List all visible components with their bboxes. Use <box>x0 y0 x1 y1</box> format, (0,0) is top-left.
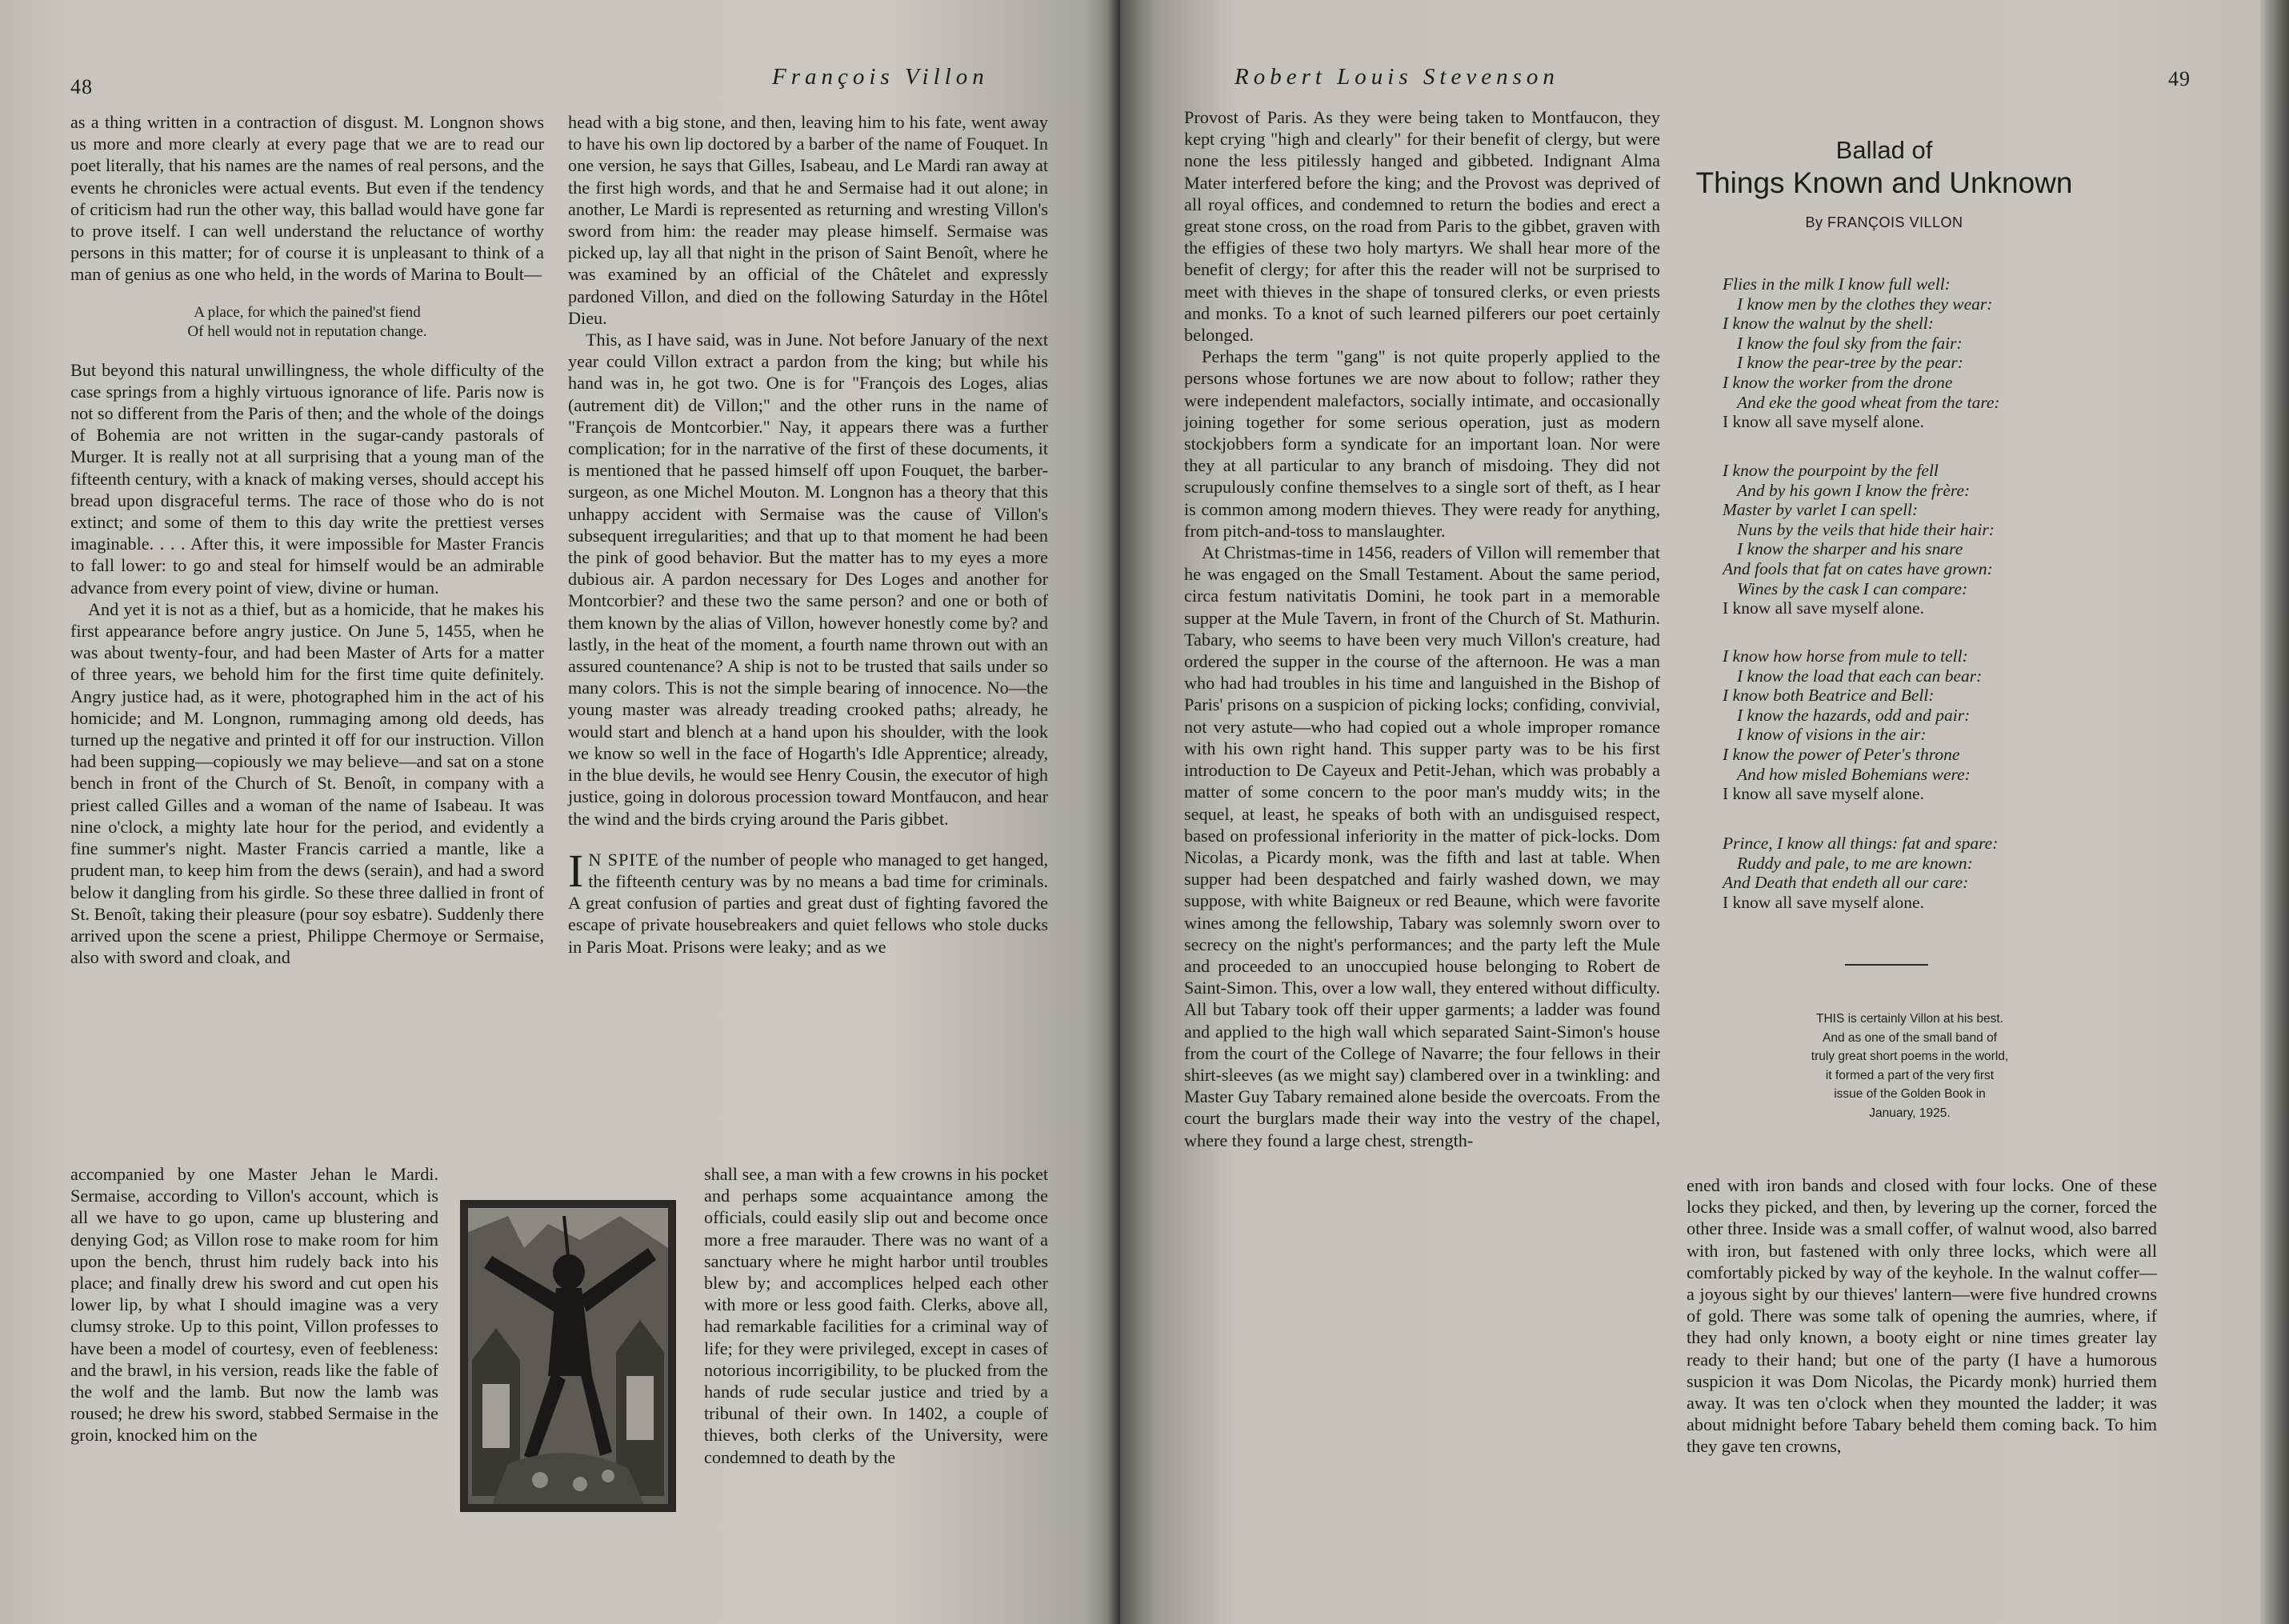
ballad-title-line-1: Ballad of <box>1835 136 1933 164</box>
refrain-line: I know all save myself alone. <box>1723 892 1924 912</box>
ballad-stanza-1 <box>1723 274 2000 432</box>
running-head-left: François Villon <box>772 64 989 90</box>
verse-line: Flies in the milk I know full well: <box>1723 274 1951 294</box>
paragraph: shall see, a man with a few crowns in his pocket and perhaps some acquaintance among the officials, could easily slip out and become once more a free marauder. There was no want of a sanctuary where he might harbor until troubles blew by; and accomplices helped each other with more or less good faith. Clerks, above all, had remarkable facilities for a criminal way of life; for they were privileged, except in cases of notorious incorrigibility, to be plucked from the hands of rude secular justice and tried by a tribunal of their own. In 1402, a couple of thieves, both clerks of the University, were condemned to death by the <box>704 1164 1048 1467</box>
column-1-narrow <box>70 1163 438 1446</box>
drop-cap: I <box>568 844 584 897</box>
left-page <box>0 0 1120 1624</box>
quote-line: A place, for which the pained'st fiend <box>194 303 421 321</box>
verse-line: And Death that endeth all our care: <box>1723 873 1969 893</box>
paragraph: This, as I have said, was in June. Not before January of the next year could Villon extract a pardon from the king; but while his hand was in, he got two. One is for "François des Loges, alias (autrement dit) de Villon;" and the other runs in the name of "François de Montcorbier." Nay, it appears there was a further complication; for in the narrative of the first of these documents, it is mentioned that he passed himself off upon Fouquet, the barber-surgeon, as one Michel Mouton. M. Longnon has a theory that this unhappy accident with Sermaise was the cause of Villon's subsequent irregularities; and that up to that moment he had been the pink of good behavior. But the matter has to my eyes a more dubious air. A pardon necessary for Des Loges and another for Montcorbier? and these two the same person? and one or both of them known by the alias of Villon, however honestly come by? and lastly, in the heat of the moment, a fourth name thrown out with an assured countenance? A ship is not to be trusted that sails under so many colors. This is not the simple bearing of innocence. No—the young master was already treading crooked paths; already, he would start and blench at a hand upon his shoulder, with the look we know so well in the face of Hogarth's Idle Apprentice; already, in the blue devils, he would see Henry Cousin, the executor of high justice, going in dolorous procession toward Montfaucon, and hear the wind and the birds crying around the Paris gibbet. <box>568 330 1048 829</box>
verse-line: Master by varlet I can spell: <box>1723 500 1919 520</box>
ballad-stanza-3 <box>1723 646 1982 804</box>
paragraph: as a thing written in a contraction of disgust. M. Longnon shows us more and more clearly at every page that we are to read our poet literally, that his names are the names of real persons, and the events he chronicles were actual events. But even if the tendency of criticism had run the other way, this ballad would have gone far to prove itself. I can well understand the reluctance of worthy persons in this matter; for of course it is unpleasant to think of a man of genius as one who held, in the words of Marina to Boult— <box>70 112 544 285</box>
verse-line: I know men by the clothes they wear: <box>1737 294 1993 314</box>
paragraph: Provost of Paris. As they were being taken to Montfaucon, they kept crying "high and clearly" for their benefit of clergy, but were none the less pitilessly hanged and gibbeted. Indignant Alma Mater interfered before the king; and the Provost was deprived of all royal offices, and condemned to return the bodies and erect a great stone cross, on the road from Paris to the gibbet, graven with the effigies of these two holy martyrs. We shall hear more of the benefit of clergy; for after this the reader will not be surprised to meet with thieves in the shape of tonsured clerks, or even priests and monks. To a knot of such learned pilferers our poet certainly belonged. <box>1184 107 1660 346</box>
ballad-byline: By FRANÇOIS VILLON <box>1805 214 1963 230</box>
page-number-right: 49 <box>2168 67 2191 90</box>
verse-line: I know the pourpoint by the fell <box>1723 461 1939 480</box>
paragraph: But beyond this natural unwillingness, the whole difficulty of the case springs from a highly virtuous ignorance of life. Paris now is not so different from the Paris of then; and the whole of the doings of Bohemia are not written in the sugar-candy pastorals of Murger. It is really not at all surprising that a young man of the fifteenth century, with a knack of making verses, should accept his bread upon disgraceful terms. The race of those who do is not extinct; and some of them to this day write the prettiest verses imaginable. . . . After this, it were impossible for Master Francis to fall lower: to go and steal for himself would be an admirable advance from every point of view, divine or human. <box>70 359 544 598</box>
column-2 <box>568 111 1048 958</box>
verse-line: I know the worker from the drone <box>1723 372 1953 392</box>
section-text: of the number of people who managed to get hanged, the fifteenth century was by no means a bad time for criminals. A great confusion of parties and great dust of fighting favored the escape of private housebreakers and quiet fellows who stole ducks in Paris Moat. Prisons were leaky; and as we <box>568 849 1049 957</box>
verse-line: I know both Beatrice and Bell: <box>1723 686 1935 706</box>
verse-line: Ruddy and pale, to me are known: <box>1737 853 1973 873</box>
running-head-right: Robert Louis Stevenson <box>1235 64 1559 90</box>
refrain-line: I know all save myself alone. <box>1723 598 1924 618</box>
paragraph: accompanied by one Master Jehan le Mardi. Sermaise, according to Villon's account, which is all we have to go upon, came up blustering and denying God; as Villon rose to make room for him upon the bench, thrust him rudely back into his place; and finally drew his sword and cut open his lower lip, by what I should imagine was a very clumsy stroke. Up to this point, Villon professes to have been a model of courtesy, even of feebleness: and the brawl, in his version, reads like the fable of the wolf and the lamb. But now the lamb was roused; he drew his sword, stabbed Sermaise in the groin, knocked him on the <box>70 1164 438 1446</box>
paragraph: And yet it is not as a thief, but as a homicide, that he makes his first appearance before angry justice. On June 5, 1455, when he was about twenty-four, and had been Master of Arts for a matter of three years, we behold him for the first time quite definitely. Angry justice had, as it were, photographed him in the act of his homicide; and M. Longnon, rummaging among old deeds, has turned up the negative and printed it off for our instruction. Villon had been supping—copiously we may believe—and sat on a stone bench in front of the Church of St. Benoît, in company with a priest called Gilles and a woman of the name of Isabeau. It was nine o'clock, a mighty late hour for the period, and evidently a fine summer's night. Master Francis carried a mantle, like a prudent man, to keep him from the dews (serain), and had a sword below it dangling from his girdle. So these three dallied in front of St. Benoît, taking their pleasure (pour soy esbatre). Suddenly there arrived upon the scene a priest, Philippe Chermoye or Sermaise, also with sword and cloak, and <box>70 598 544 968</box>
verse-line: Wines by the cask I can compare: <box>1737 578 1968 598</box>
paragraph: head with a big stone, and then, leaving him to his fate, went away to have his own lip doctored by a barber of the name of Fouquet. In one version, he says that Gilles, Isabeau, and Le Mardi ran away at the first high words, and that he and Sermaise had it out alone; in another, Le Mardi is represented as returning and wresting Villon's sword from him: the reader may please himself. Sermaise was picked up, lay all that night in the prison of Saint Benoît, where he was examined by an official of the Châtelet and expressly pardoned Villon, and died on the following Saturday in the Hôtel Dieu. <box>568 112 1048 328</box>
verse-line: And fools that fat on cates have grown: <box>1723 558 1993 578</box>
verse-line: Nuns by the veils that hide their hair: <box>1737 519 1995 539</box>
column-2-narrow <box>704 1163 1048 1468</box>
section-opening <box>568 844 1049 958</box>
block-quote <box>70 303 544 342</box>
divider-rule <box>1845 964 1928 966</box>
column-1 <box>70 111 544 968</box>
verse-line: I know the hazards, odd and pair: <box>1737 705 1971 725</box>
ballad-heading <box>1648 136 2120 231</box>
verse-line: And eke the good wheat from the tare: <box>1737 392 2000 412</box>
page-edge <box>2260 0 2289 1624</box>
refrain-line: I know all save myself alone. <box>1723 784 1924 804</box>
paragraph: Perhaps the term "gang" is not quite properly applied to the persons whose fortunes we are now about to follow; rather they were independent malefactors, socially intimate, and occasionally joining together for some serious operation, just as modern stockjobbers form a syndicate for an important loan. Nor were they at all particular to any branch of misdoing. They did not scrupulously confine themselves to a single sort of theft, as I hear is common among modern thieves. They were ready for anything, from pitch-and-toss to manslaughter. <box>1184 346 1660 541</box>
verse-line: I know of visions in the air: <box>1737 725 1927 745</box>
verse-line: I know how horse from mule to tell: <box>1723 646 1968 666</box>
page-number-left: 48 <box>70 75 93 98</box>
verse-line: I know the pear-tree by the pear: <box>1737 353 1963 373</box>
hanged-figure-woodcut <box>460 1200 676 1512</box>
ballad-stanza-2 <box>1723 461 1995 618</box>
verse-line: I know the walnut by the shell: <box>1723 314 1934 334</box>
verse-line: I know the foul sky from the fair: <box>1737 333 1963 353</box>
paragraph: At Christmas-time in 1456, readers of Villon will remember that he was engaged on the Small Testament. About the same period, circa festum nativitatis Domini, he took part in a memorable supper at the Mule Tavern, in front of the Church of St. Mathurin. Tabary, who seems to have been very much Villon's creature, had ordered the supper in the course of the afternoon. He was a man who had had troubles in his time and languished in the Bishop of Paris' prisons on a suspicion of picking locks; confiding, convivial, not very astute—who had copied out a whole improper romance with his own right hand. This supper party was to be his first introduction to De Cayeux and Petit-Jehan, which was probably a matter of some concern to the poor man's muddy wits; in the sequel, at least, he speaks of both with an undisguised respect, based on professional inferiority in the matter of pick-locks. Dom Nicolas, a Picardy monk, was the fifth and last at table. When supper had been despatched and fairly washed down, we may suppose, with white Baigneux or red Beaune, which were favorite wines among the fellowship, Tabary was solemnly sworn over to secrecy on the night's performances; and the party left the Mule and proceeded to an unoccupied house belonging to Robert de Saint-Simon. This, over a low wall, they entered without difficulty. All but Tabary took off their upper garments; a ladder was found and applied to the high wall which separated Saint-Simon's house from the court of the College of Navarre; the four fellows in their shirt-sleeves (as we might say) clambered over in a twinkling: and Master Guy Tabary remained alone beside the overcoats. From the court the burglars made their way into the vestry of the chapel, where they found a large chest, strength- <box>1184 542 1660 1150</box>
refrain-line: I know all save myself alone. <box>1723 412 1924 432</box>
ballad-title-line-2: Things Known and Unknown <box>1695 166 2073 199</box>
editor-note: THIS is certainly Villon at his best. And as one of the small band of truly great short poems in the world, it formed a part of the very first issue of the Golden Book in January, 1925. <box>1811 1012 2009 1120</box>
small-caps-lead: N SPITE <box>588 849 659 870</box>
ballad-envoi <box>1723 834 1998 912</box>
verse-line: I know the power of Peter's throne <box>1723 744 1960 764</box>
verse-line: And by his gown I know the frère: <box>1737 480 1971 500</box>
verse-line: And how misled Bohemians were: <box>1737 764 1971 784</box>
column-4 <box>1687 1174 2157 1458</box>
verse-line: I know the sharper and his snare <box>1737 539 1963 559</box>
woodcut-illustration <box>460 1200 676 1512</box>
paragraph: ened with iron bands and closed with four locks. One of these locks they picked, and then, by levering up the corner, forced the other three. Inside was a small coffer, of walnut wood, also barred with iron, but fastened with only three locks, which were all comfortably picked by way of the keyhole. In the walnut coffer—a joyous sight by our thieves' lantern—were five hundred crowns of gold. There was some talk of opening the aumries, where, if they had only known, a booty eight or nine times greater lay ready to their hand; but one of the party (I have a humorous suspicion it was Dom Nicolas, the Picardy monk) hurried them away. It was ten o'clock when they mounted the ladder; it was about midnight before Tabary beheld them coming back. To him they gave ten crowns, <box>1687 1175 2157 1457</box>
verse-line: Prince, I know all things: fat and spare: <box>1723 834 1999 853</box>
verse-line: I know the load that each can bear: <box>1737 666 1983 686</box>
quote-line: Of hell would not in reputation change. <box>187 322 427 340</box>
column-3 <box>1184 106 1660 1151</box>
